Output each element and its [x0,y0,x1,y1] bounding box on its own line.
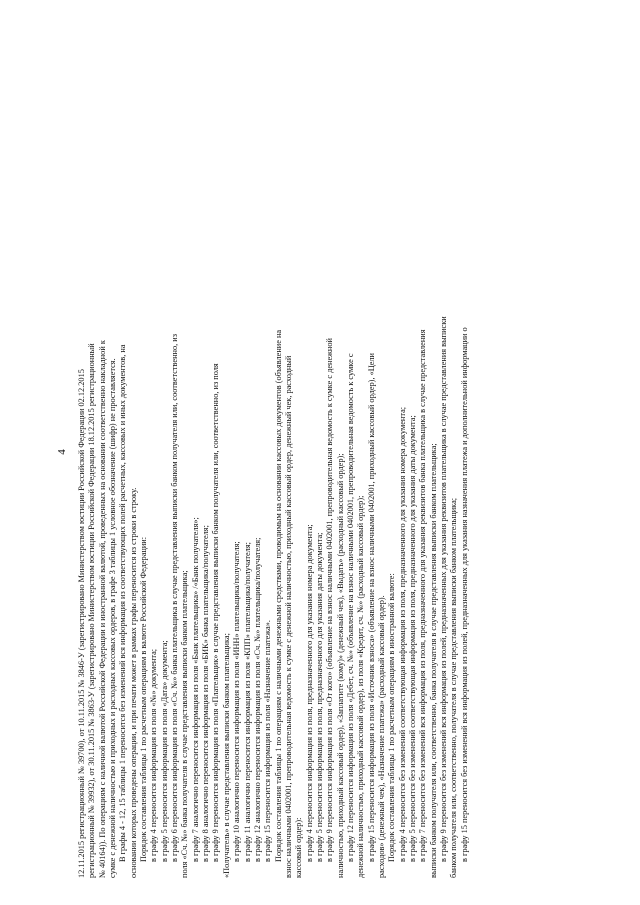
text-line: в графу 15 переносится без изменений вся информация из полей, предназначенных для указания назначения платежа и дополнительной информации о [459,327,469,862]
text-line: № 40164)). По операциям с наличной валютой Российской Федерации и иностранной валютой, проведенных на основании соответственно накладной к [97,340,107,878]
text-line: регистрационный № 39932), от 30.11.2015 № 3863-У (зарегистрировано Министерством юстиции Российской Федерации 18.12.2015 регистрационный [87,343,97,878]
text-line: в графу 12 аналогично переносится информация из поля «Сч. №» плательщика/получателя; [252,537,262,862]
text-line: поля «Сч. №» банка получателя в случае представления выписки банком плательщика; [180,570,190,878]
text-line: в графу 9 переносится информация из поля «Плательщик» в случае представления выписки банком получателя или, соответственно, из поля [211,363,221,862]
text-line: основании которых проведены операции, и при печати может в рамках графы переносится из строки в строку. [128,487,138,878]
text-line: в графу 11 аналогично переносится информация из поля «КПП» плательщика/получателя; [242,542,252,862]
text-line: в графу 5 переносится информация из поля «Дата» документа; [159,640,169,862]
text-line: в графу 15 переносится информация из поля «Назначение платежа». [263,620,273,862]
document-body [77,36,622,878]
text-line: Порядок составления таблицы 1 по расчетным операциям в иностранной валюте: [387,573,397,862]
text-line: расходов» (денежный чек), «Назначение платежа» (расходный кассовый ордер). [376,595,386,878]
text-line: В графы 4 - 12, 15 таблицы 1 переносится без изменений вся информация из соответствующих полей расчетных, кассовых и иных документов, на [118,344,128,862]
text-line: Порядок составления таблицы 1 по расчетным операциям в валюте Российской Федерации: [139,536,149,862]
text-line: кассовый ордер): [294,817,304,878]
text-line: «Получатель» в случае представления выписки банком плательщика; [221,633,231,878]
text-line: 12.11.2015 регистрационный № 39700), от 10.11.2015 № 3846-У (зарегистрировано Министерством юстиции Российской Федерации 02.12.2015 [77,369,86,878]
text-line: в графу 5 переносится информация из поля, предназначенного для указания даты документа; [314,532,324,862]
text-line: взнос наличными 0402001, препроводительная ведомость к сумке с денежной наличностью, приходный кассовый ордер, денежный чек, расходный [283,355,293,878]
text-line: в графу 9 переносится информация из поля «От кого» (объявление на взнос наличными 0402001, препроводительная ведомость к сумке с денежной [325,338,335,862]
text-line: в графу 10 аналогично переносится информация из поля «ИНН» плательщика/получателя; [232,541,242,862]
text-line: в графу 8 аналогично переносится информация из поля «БИК» банка плательщика/получателя; [201,525,211,862]
text-line: в графу 4 переносится без изменений соответствующая информация из поля, предназначенного для указания номера документа; [397,406,407,862]
text-line: наличностью, приходный кассовый ордер), «Заплатите (кому)» (денежный чек), «Выдать» (расходный кассовый ордер); [335,453,345,878]
text-line: в графу 15 переносится информация из поля «Источник взноса» (объявление на взнос наличными 0402001, приходный кассовый ордер), «Цели [366,353,376,862]
text-line: в графу 7 аналогично переносится информация из поля «Банк плательщика» /«Банк получателя»; [190,517,200,862]
text-line: в графу 5 переносится без изменений соответствующая информация из поля, предназначенного для указания даты документа; [408,415,417,862]
text-line: выписки банком получателя или, соответственно, банка получателя в случае представления выписки банком плательщика; [428,443,438,878]
text-line: в графу 12 переносится информация из поля «Дебет, сч. №» (объявление на взнос наличными 0402001, препроводительная ведомость к сумке с [345,353,355,862]
text-line: в графу 6 переносится информация из поля «Сч. №» банка плательщика в случае представления выписки банком получателя или, соответственно, из [170,334,180,862]
page-number: 4 [56,449,68,455]
text-line: в графу 7 переносится без изменений вся информация из поля, предназначенного для указания реквизитов банка плательщика в случае представления [418,329,428,862]
text-line: денежной наличностью, приходный кассовый ордер), из поля «Кредит, сч. №» (расходный кассовый ордер); [356,495,366,878]
text-line: в графу 4 переносится информация из поля, предназначенного для указания номера документа; [304,524,314,862]
text-line: сумке с денежной наличностью и приходных и расходных кассовых ордеров, в графе 3 таблицы 1 условное обозначение (шифр) не проставляется. [108,358,118,878]
text-line: Порядок составления таблицы 1 по операциям с наличными денежными средствами, проводимым на основании кассовых документов (объявление на [273,329,283,862]
text-line: в графу 9 переносится без изменений вся информация из полей, предназначенных для указания реквизитов плательщика в случае представления выписки [439,316,449,862]
text-line: банком получателя или, соответственно, получателя в случае представления выписки банком плательщика; [449,497,459,878]
text-line: в графу 4 переносится информация из поля «№» документа; [149,648,159,862]
